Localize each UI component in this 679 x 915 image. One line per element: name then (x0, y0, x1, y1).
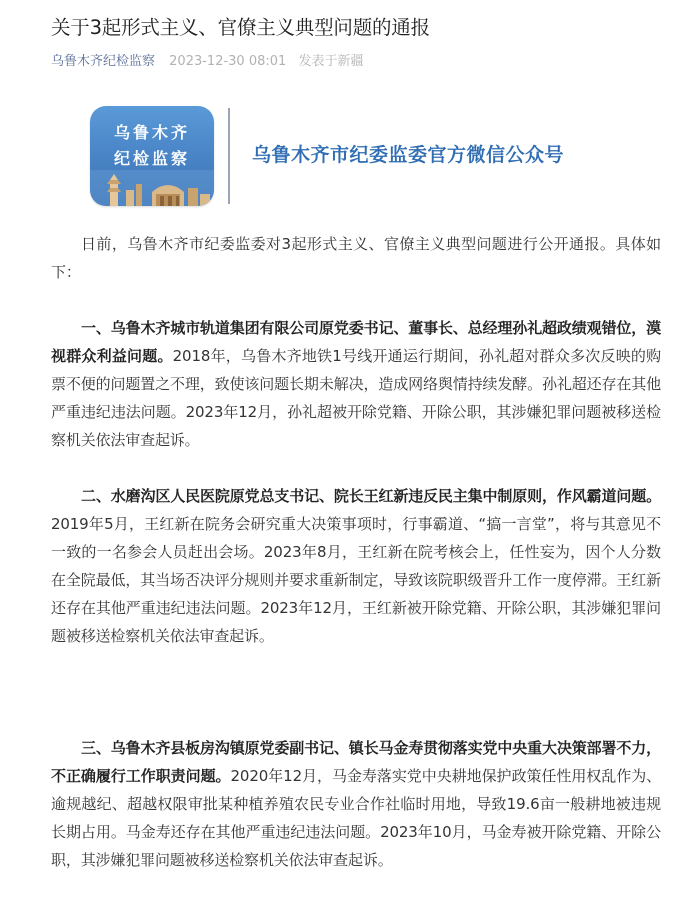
publish-location: 发表于新疆 (298, 54, 364, 69)
logo-text-line1: 乌鲁木齐 (113, 123, 190, 142)
case-heading-1: 一、乌鲁木齐城市轨道集团有限公司原党委书记、董事长、总经理孙礼超政绩观错位，漠视群众利益问题。 (51, 319, 661, 365)
case-text-2: 2019年5月，王红新在院务会研究重大决策事项时，行事霸道、“搞一言堂”，将与其意见不一致的一名参会人员赶出会场。2023年8月，王红新在院考核会上，任性妄为，因个人分数在全院最低，其当场否决评分规则并要求重新制定，导致该院职级晋升工作一度停滞。王红新还存在其他严重违纪违法问题。2023年12月，王红新被开除党籍、开除公职，其涉嫌犯罪问题被移送检察机关依法审查起诉。 (51, 515, 661, 645)
header-banner-image (62, 100, 642, 212)
case-text-1: 2018年，乌鲁木齐地铁1号线开通运行期间，孙礼超对群众多次反映的购票不便的问题置之不理，致使该问题长期未解决，造成网络舆情持续发酵。孙礼超还存在其他严重违纪违法问题。2023年12月，孙礼超被开除党籍、开除公职，其涉嫌犯罪问题被移送检察机关依法审查起诉。 (51, 347, 661, 449)
case-paragraph-2 (51, 482, 661, 650)
commission-logo (90, 106, 214, 206)
case-text-3: 2020年12月，马金寿落实党中央耕地保护政策任性用权乱作为、逾规越纪、超越权限审批某种植养殖农民专业合作社临时用地，导致19.6亩一般耕地被违规长期占用。马金寿还存在其他严重违纪违法问题。2023年10月，马金寿被开除党籍、开除公职，其涉嫌犯罪问题被移送检察机关依法审查起诉。 (51, 767, 661, 869)
logo-text-line2: 纪检监察 (113, 149, 190, 168)
case-paragraph-3 (51, 734, 661, 874)
account-name-link[interactable]: 乌鲁木齐纪检监察 (51, 54, 156, 69)
case-heading-3: 三、乌鲁木齐县板房沟镇原党委副书记、镇长马金寿贯彻落实党中央重大决策部署不力，不正确履行工作职责问题。 (51, 739, 661, 785)
skyline-icon (90, 170, 214, 206)
publish-time: 2023-12-30 08:01 (169, 54, 287, 69)
article-meta (51, 53, 363, 71)
case-paragraph-1 (51, 314, 661, 454)
banner-headline: 乌鲁木齐市纪委监委官方微信公众号 (252, 144, 565, 166)
case-heading-2: 二、水磨沟区人民医院原党总支书记、院长王红新违反民主集中制原则，作风霸道问题。 (81, 487, 661, 505)
banner-divider (228, 108, 230, 204)
intro-paragraph: 日前，乌鲁木齐市纪委监委对3起形式主义、官僚主义典型问题进行公开通报。具体如下： (51, 235, 661, 281)
page-title: 关于3起形式主义、官僚主义典型问题的通报 (51, 16, 430, 39)
